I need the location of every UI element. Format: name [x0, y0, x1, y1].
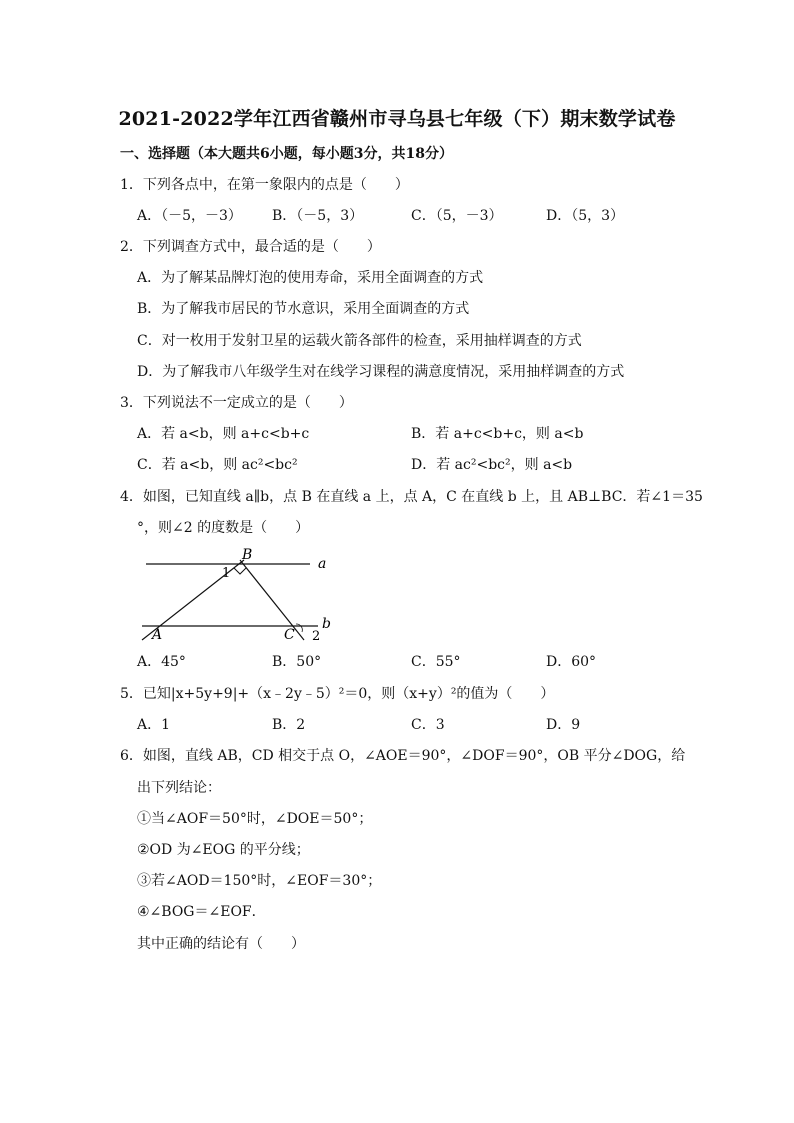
q4-stem-line1: 4．如图，已知直线 a∥b，点 B 在直线 a 上，点 A，C 在直线 b 上，且 AB⊥BC．若∠1＝35 — [120, 489, 703, 505]
q2-option-a: A．为了解某品牌灯泡的使用寿命，采用全面调查的方式 — [137, 270, 484, 286]
q1-option-c: C．（5，－3） — [411, 208, 503, 224]
q1-stem: 1．下列各点中，在第一象限内的点是（ ） — [120, 177, 409, 193]
q1-option-a: A．（－5，－3） — [137, 208, 242, 224]
q4-figure — [138, 542, 338, 646]
label-angle-2: 2 — [312, 629, 321, 644]
q5-option-a: A．1 — [137, 717, 171, 733]
q3-stem: 3．下列说法不一定成立的是（ ） — [120, 395, 353, 411]
q6-conclusion-4: ④∠BOG＝∠EOF． — [137, 904, 266, 920]
q3-option-d: D．若 ac²<bc²，则 a<b — [411, 457, 573, 473]
q2-option-c: C．对一枚用于发射卫星的运载火箭各部件的检查，采用抽样调查的方式 — [137, 333, 582, 349]
section-heading: 一、选择题（本大题共6小题，每小题3分，共18分） — [120, 146, 453, 162]
q6-conclusion-3: ③若∠AOD＝150°时，∠EOF＝30°； — [137, 873, 382, 889]
q1-option-b: B．（－5，3） — [272, 208, 364, 224]
q4-option-c: C．55° — [411, 654, 461, 670]
label-angle-1: 1 — [222, 566, 231, 581]
q5-option-d: D．9 — [546, 717, 581, 733]
q4-option-d: D．60° — [546, 654, 597, 670]
q2-option-b: B．为了解我市居民的节水意识，采用全面调查的方式 — [137, 301, 470, 317]
label-line-b: b — [322, 616, 331, 632]
page-title: 2021-2022学年江西省赣州市寻乌县七年级（下）期末数学试卷 — [118, 108, 676, 130]
q5-option-b: B．2 — [272, 717, 306, 733]
q6-question: 其中正确的结论有（ ） — [137, 936, 305, 952]
q6-stem-line1: 6．如图，直线 AB，CD 相交于点 O，∠AOE＝90°，∠DOF＝90°，OB 平分∠DOG，给 — [120, 748, 686, 764]
q6-conclusion-2: ②OD 为∠EOG 的平分线； — [137, 842, 310, 858]
q2-stem: 2．下列调查方式中，最合适的是（ ） — [120, 239, 381, 255]
q1-option-d: D．（5，3） — [546, 208, 625, 224]
q6-conclusion-1: ①当∠AOF＝50°时，∠DOE＝50°； — [137, 811, 373, 827]
q3-option-a: A．若 a<b，则 a+c<b+c — [137, 426, 310, 442]
q6-stem-line2: 出下列结论： — [137, 780, 221, 796]
q4-option-b: B．50° — [272, 654, 322, 670]
q2-option-d: D．为了解我市八年级学生对在线学习课程的满意度情况，采用抽样调查的方式 — [137, 364, 625, 380]
q5-option-c: C．3 — [411, 717, 445, 733]
q4-option-a: A．45° — [137, 654, 186, 670]
label-line-a: a — [318, 556, 327, 572]
q3-option-c: C．若 a<b，则 ac²<bc² — [137, 457, 298, 473]
q4-stem-line2: °，则∠2 的度数是（ ） — [137, 520, 310, 536]
q5-stem: 5．已知|x+5y+9|+（x﹣2y﹣5）²＝0，则（x+y）²的值为（ ） — [120, 686, 555, 702]
q3-option-b: B．若 a+c<b+c，则 a<b — [411, 426, 584, 442]
label-a-point: A — [152, 627, 163, 643]
label-c-point: C — [284, 627, 295, 643]
right-angle-mark — [234, 568, 246, 574]
label-b-point: B — [242, 547, 253, 563]
